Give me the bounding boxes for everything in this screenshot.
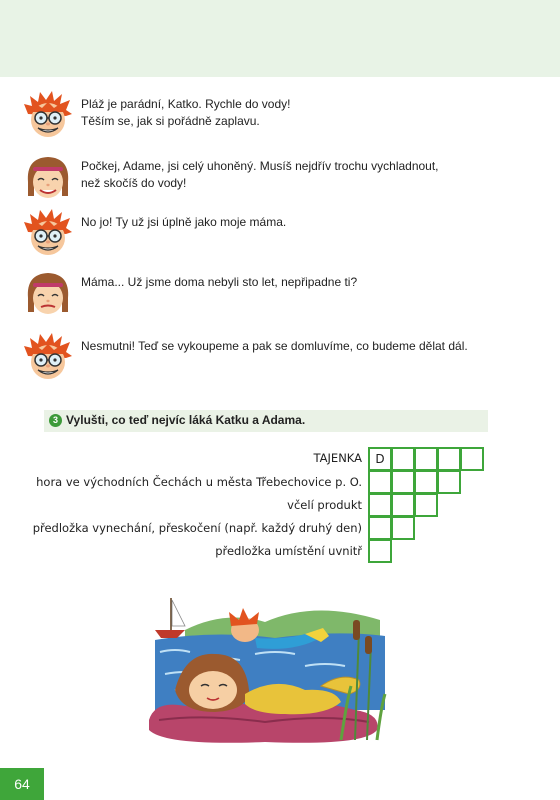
boy-face-icon [22, 208, 74, 260]
dialog-text-5 [81, 338, 531, 355]
crossword-cell[interactable] [460, 447, 484, 471]
boy-face-icon [22, 332, 74, 384]
girl-face-icon [22, 152, 74, 204]
header-band [0, 0, 560, 77]
task-number-badge: 3 [49, 414, 62, 427]
dialog-row-3 [22, 208, 542, 264]
dialog-line: Máma... Už jsme doma nebyli sto let, nepřipadne ti? [81, 275, 358, 289]
task-header [44, 410, 488, 432]
crossword-cell[interactable] [414, 447, 438, 471]
clue-label: včelí produkt [287, 498, 362, 512]
crossword-cell[interactable] [391, 516, 415, 540]
dialog-line: No jo! Ty už jsi úplně jako moje máma. [81, 215, 287, 229]
crossword-cell[interactable] [391, 470, 415, 494]
crossword-cell[interactable] [368, 539, 392, 563]
dialog-line: Pláž je parádní, Katko. Rychle do vody! [81, 97, 291, 111]
clue-label: předložka umístění uvnitř [215, 544, 362, 558]
dialog-line: než skočíš do vody! [81, 176, 187, 190]
crossword-cell[interactable] [368, 516, 392, 540]
dialog-text-4 [81, 274, 531, 291]
crossword-cell[interactable] [391, 447, 415, 471]
boy-face-icon [22, 90, 74, 142]
beach-illustration [145, 590, 390, 750]
girl-face-icon [22, 268, 74, 320]
crossword-cell[interactable]: D [368, 447, 392, 471]
dialog-text-3 [81, 214, 531, 231]
crossword-cell[interactable] [414, 470, 438, 494]
dialog-line: Počkej, Adame, jsi celý uhoněný. Musíš nejdřív trochu vychladnout, [81, 159, 439, 173]
page-number: 64 [0, 768, 44, 800]
dialog-row-5 [22, 332, 542, 388]
task-instruction: Vylušti, co teď nejvíc láká Katku a Adama. [66, 413, 306, 427]
crossword-cell[interactable] [391, 493, 415, 517]
clue-label: hora ve východních Čechách u města Třebechovice p. O. [36, 475, 362, 489]
crossword-cell[interactable] [437, 470, 461, 494]
dialog-line: Těším se, jak si pořádně zaplavu. [81, 114, 260, 128]
dialog-row-4 [22, 268, 542, 324]
dialog-row-1 [22, 90, 542, 146]
clue-label: předložka vynechání, přeskočení (např. každý druhý den) [32, 521, 362, 535]
crossword-cell[interactable] [414, 493, 438, 517]
dialog-line: Nesmutni! Teď se vykoupeme a pak se domluvíme, co budeme dělat dál. [81, 339, 468, 353]
dialog-row-2 [22, 152, 542, 208]
clue-label: TAJENKA [313, 451, 362, 465]
dialog-text-2 [81, 158, 531, 192]
crossword-cell[interactable] [368, 470, 392, 494]
dialog-text-1 [81, 96, 531, 130]
crossword-cell[interactable] [437, 447, 461, 471]
crossword-cell[interactable] [368, 493, 392, 517]
